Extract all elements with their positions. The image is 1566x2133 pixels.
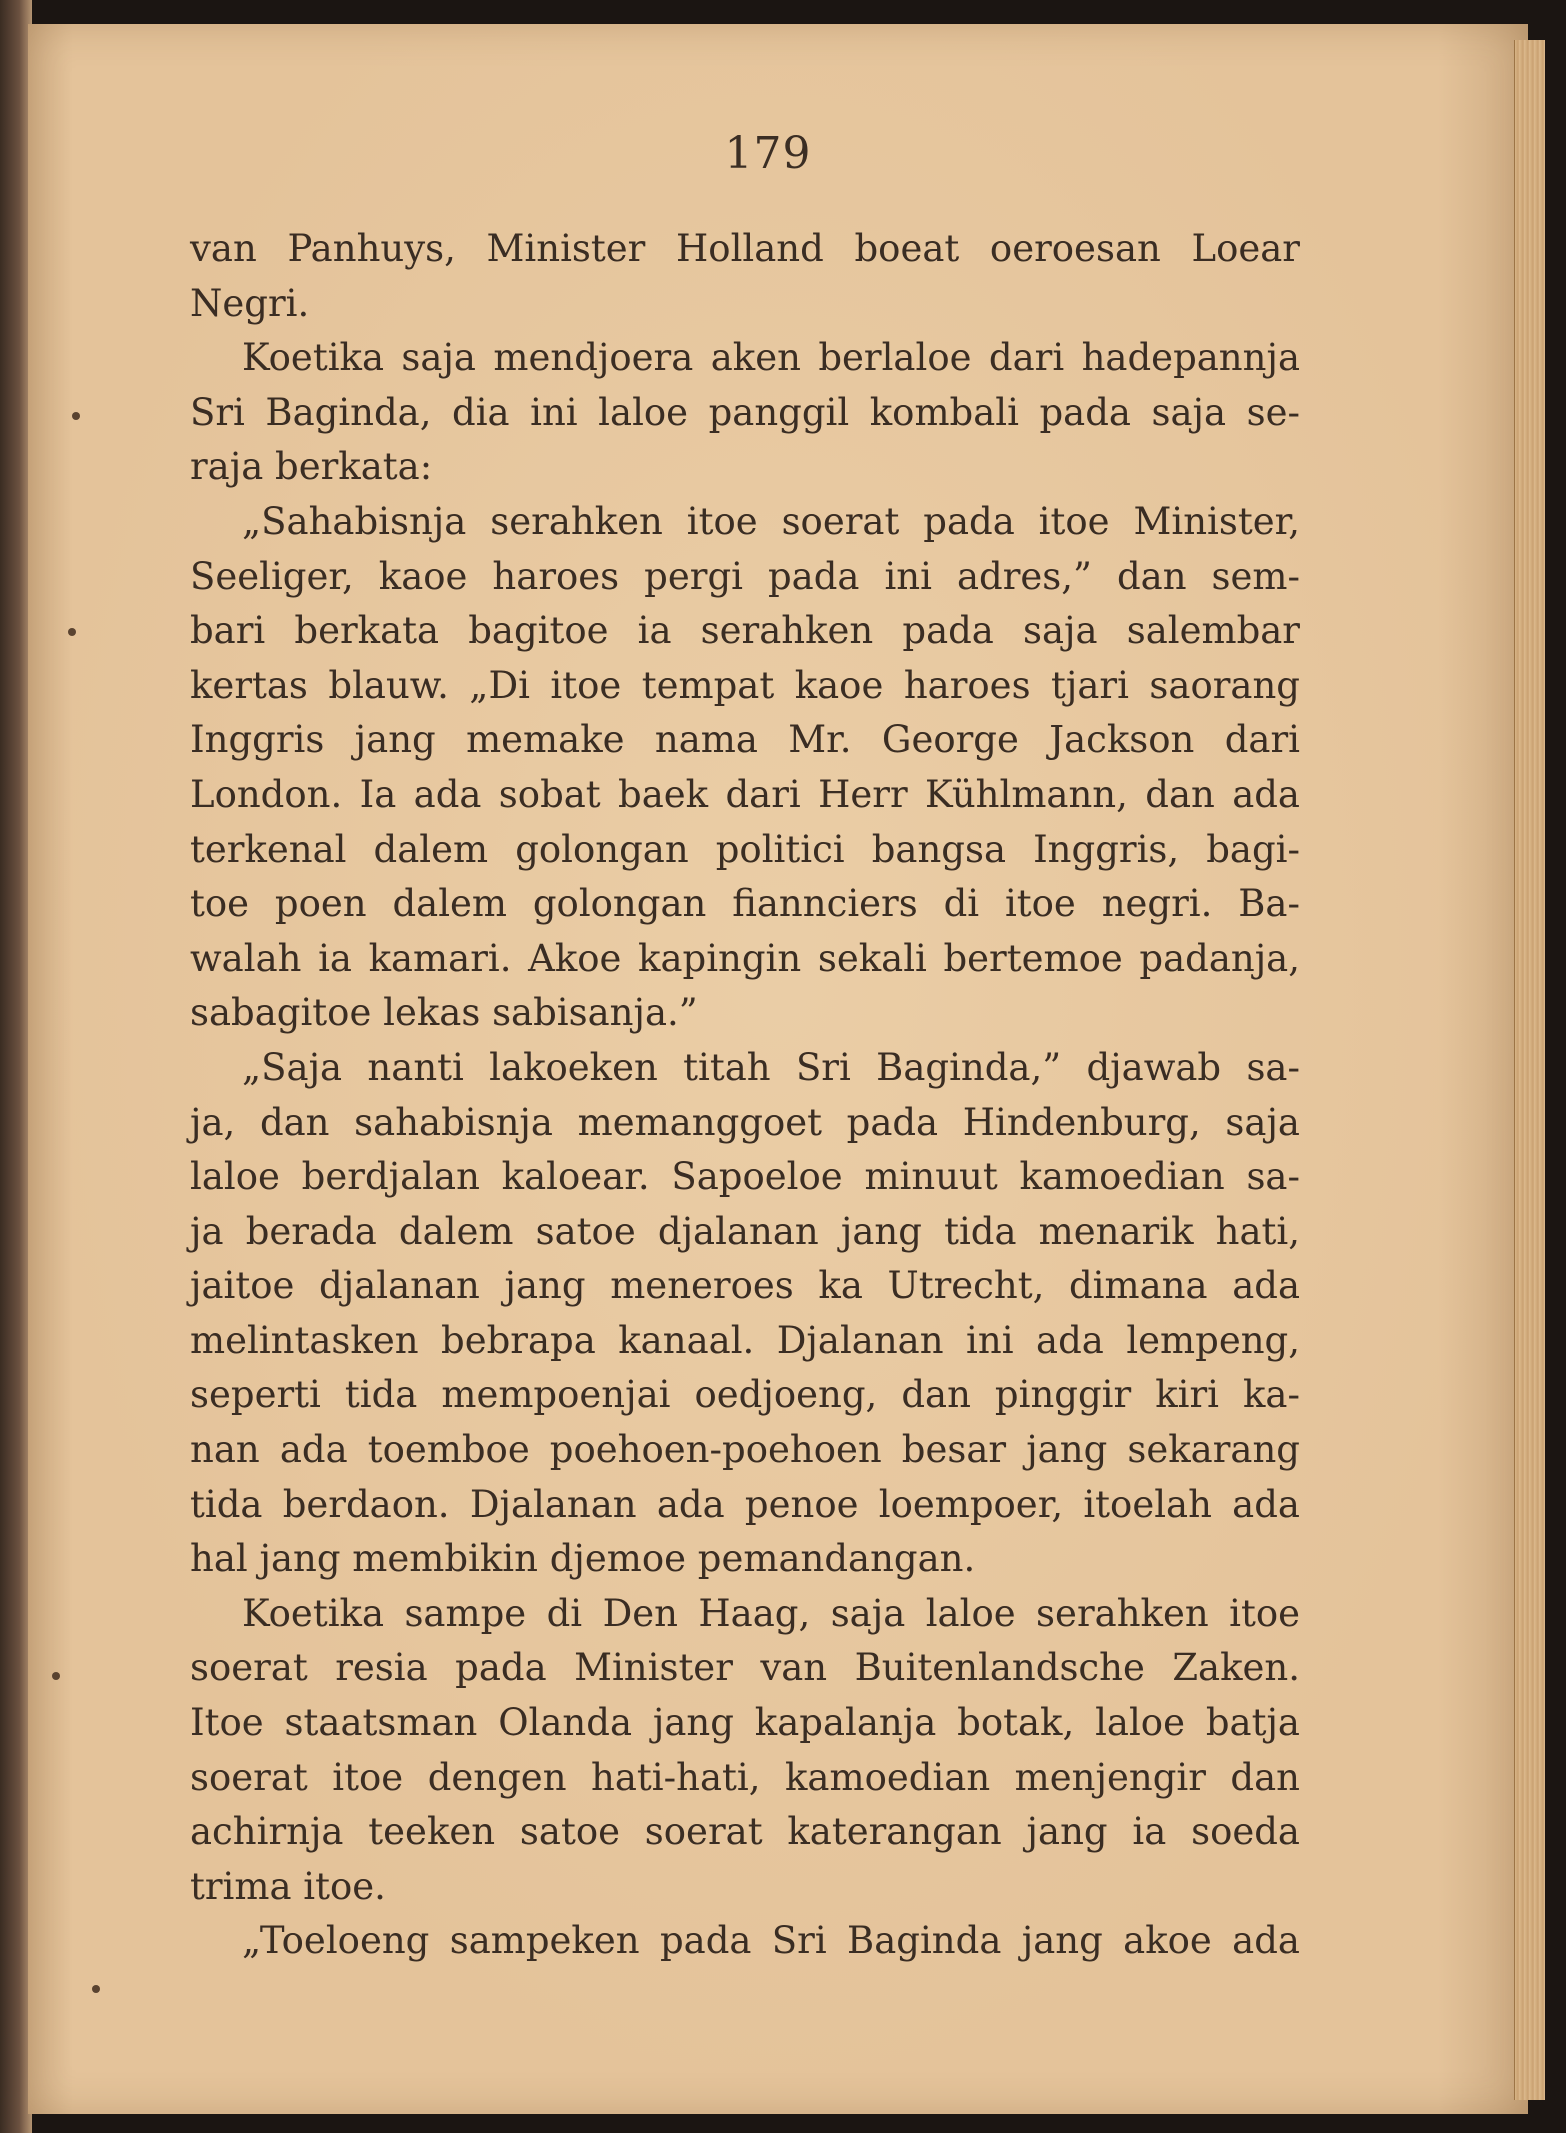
text-line: tida berdaon. Djalanan ada penoe loempoer, itoelah ada — [190, 1482, 1300, 1526]
text-line: bari berkata bagitoe ia serahken pada saja salembar — [190, 609, 1300, 653]
text-line: „Toeloeng sampeken pada Sri Baginda jang akoe ada — [242, 1919, 1300, 1963]
text-line: laloe berdjalan kaloear. Sapoeloe minuut kamoedian sa- — [190, 1155, 1300, 1199]
ink-spot — [72, 412, 80, 420]
text-line: Inggris jang memake nama Mr. George Jackson dari — [190, 718, 1300, 762]
text-line: soerat resia pada Minister van Buitenlandsche Zaken. — [190, 1646, 1300, 1690]
page-number: 179 — [724, 128, 812, 179]
text-line: soerat itoe dengen hati-hati, kamoedian menjengir dan — [190, 1755, 1300, 1799]
text-line: Itoe staatsman Olanda jang kapalanja botak, laloe batja — [190, 1701, 1300, 1745]
text-line: „Sahabisnja serahken itoe soerat pada itoe Minister, — [242, 499, 1300, 543]
text-line: terkenal dalem golongan politici bangsa Inggris, bagi- — [190, 827, 1300, 871]
text-line: Koetika saja mendjoera aken berlaloe dari hadepannja — [242, 336, 1300, 380]
body-text — [190, 222, 1300, 1969]
text-line: London. Ia ada sobat baek dari Herr Kühlmann, dan ada — [190, 772, 1300, 816]
text-line: „Saja nanti lakoeken titah Sri Baginda,” djawab sa- — [242, 1045, 1300, 1089]
text-line: nan ada toemboe poehoen-poehoen besar jang sekarang — [190, 1428, 1300, 1472]
ink-spot — [68, 628, 76, 636]
text-line: hal jang membikin djemoe pemandangan. — [190, 1537, 976, 1581]
ink-spot — [52, 1672, 60, 1680]
text-line: raja berkata: — [190, 445, 433, 489]
text-line: achirnja teeken satoe soerat katerangan jang ia soeda — [190, 1810, 1300, 1854]
text-line: toe poen dalem golongan fiannciers di itoe negri. Ba- — [190, 882, 1300, 926]
text-line: Seeliger, kaoe haroes pergi pada ini adres,” dan sem- — [190, 554, 1300, 598]
ink-spot — [92, 1985, 100, 1993]
text-line: Koetika sampe di Den Haag, saja laloe serahken itoe — [242, 1591, 1300, 1635]
text-line: melintasken bebrapa kanaal. Djalanan ini ada lempeng, — [190, 1318, 1300, 1362]
text-line: ja, dan sahabisnja memanggoet pada Hindenburg, saja — [190, 1100, 1300, 1144]
text-line: seperti tida mempoenjai oedjoeng, dan pinggir kiri ka- — [190, 1373, 1300, 1417]
text-line: Negri. — [190, 281, 310, 325]
text-line: jaitoe djalanan jang meneroes ka Utrecht, dimana ada — [190, 1264, 1300, 1308]
text-line: van Panhuys, Minister Holland boeat oeroesan Loear — [190, 227, 1300, 270]
text-line: walah ia kamari. Akoe kapingin sekali bertemoe padanja, — [190, 936, 1300, 980]
text-line: trima itoe. — [190, 1864, 386, 1908]
text-line: ja berada dalem satoe djalanan jang tida menarik hati, — [190, 1209, 1300, 1253]
text-line: Sri Baginda, dia ini laloe panggil kombali pada saja se- — [190, 390, 1300, 434]
text-line: sabagitoe lekas sabisanja.” — [190, 991, 698, 1035]
page-edge — [1514, 40, 1545, 2100]
text-line: kertas blauw. „Di itoe tempat kaoe haroes tjari saorang — [190, 663, 1300, 707]
